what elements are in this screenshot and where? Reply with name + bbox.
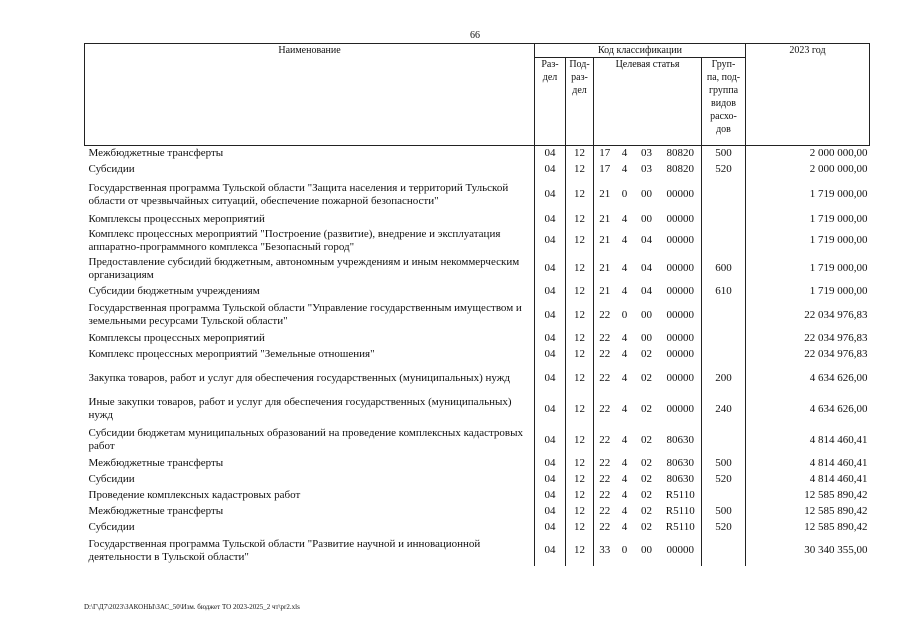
row-razdel: 04 [535, 146, 566, 162]
row-name: Комплексы процессных мероприятий [88, 332, 265, 344]
row-razdel: 04 [535, 228, 566, 254]
row-target-direction: 80630 [666, 457, 694, 469]
row-target-program: 33 [594, 536, 616, 566]
row-target-program: 22 [594, 504, 616, 520]
header-year: 2023 год [746, 44, 870, 146]
row-target-direction: R5110 [665, 489, 695, 501]
row-name: Субсидии бюджетным учреждениям [88, 285, 260, 297]
row-target-type: 4 [621, 433, 628, 446]
row-target-event: 00 [641, 544, 652, 556]
row-target-type: 0 [621, 188, 628, 200]
row-name: Субсидии [88, 163, 135, 175]
row-target-program: 21 [594, 178, 616, 212]
table-row [85, 536, 870, 566]
row-expense-group [702, 300, 746, 331]
row-target-program: 22 [594, 472, 616, 488]
header-classification-code: Код классификации [535, 44, 746, 58]
row-podrazdel: 12 [566, 331, 594, 347]
header-podrazdel: Под- раз- дел [566, 58, 594, 146]
row-target-direction: 80820 [666, 147, 694, 160]
table-row [85, 504, 870, 520]
row-target-direction: R5110 [665, 505, 695, 517]
row-target-type: 0 [621, 544, 628, 556]
table-row [85, 456, 870, 472]
row-target-direction: 00000 [666, 402, 694, 415]
row-target-program: 21 [594, 254, 616, 284]
row-target-type: 4 [621, 489, 628, 501]
table-row [85, 347, 870, 363]
row-podrazdel: 12 [566, 146, 594, 162]
row-amount: 4 814 460,41 [746, 425, 870, 456]
row-name: Проведение комплексных кадастровых работ [88, 489, 301, 501]
row-name: Субсидии [88, 521, 135, 533]
row-amount: 22 034 976,83 [746, 300, 870, 331]
row-amount: 1 719 000,00 [746, 212, 870, 228]
row-name: Государственная программа Тульской области "Управление государственным имуществом и земельными ресурсами Тульской области" [88, 302, 522, 327]
table-row [85, 178, 870, 212]
row-expense-group: 520 [702, 520, 746, 536]
row-podrazdel: 12 [566, 347, 594, 363]
row-podrazdel: 12 [566, 520, 594, 536]
row-razdel: 04 [535, 363, 566, 394]
table-row [85, 331, 870, 347]
row-expense-group [702, 536, 746, 566]
table-row [85, 472, 870, 488]
row-target-type: 4 [621, 262, 628, 274]
file-path-footer: D:\Г\Д7\2023\ЗАКОНЫ\ЗАС_50\Изм. бюджет ТО 2023-2025_2 чт\pr2.xls [84, 603, 300, 611]
row-target-event: 02 [641, 489, 652, 501]
page-number: 66 [470, 30, 480, 41]
row-target-event: 00 [641, 188, 652, 200]
row-target-event: 03 [641, 147, 652, 160]
row-target-event: 04 [641, 234, 652, 246]
row-name: Предоставление субсидий бюджетным, автономным учреждениям и иным некоммерческим организациям [88, 255, 520, 281]
row-amount: 1 719 000,00 [746, 228, 870, 254]
table-row [85, 363, 870, 394]
row-target-direction: 00000 [666, 308, 694, 321]
row-podrazdel: 12 [566, 212, 594, 228]
row-name: Субсидии бюджетам муниципальных образований на проведение комплексных кадастровых работ [88, 427, 524, 452]
row-razdel: 04 [535, 300, 566, 331]
row-razdel: 04 [535, 472, 566, 488]
row-target-direction: R5110 [665, 521, 695, 533]
row-amount: 22 034 976,83 [746, 347, 870, 363]
row-target-type: 4 [621, 402, 628, 415]
row-razdel: 04 [535, 488, 566, 504]
table-row [85, 300, 870, 331]
row-podrazdel: 12 [566, 456, 594, 472]
row-expense-group: 500 [702, 504, 746, 520]
table-row [85, 228, 870, 254]
row-podrazdel: 12 [566, 394, 594, 425]
row-name: Комплексы процессных мероприятий [88, 213, 265, 225]
table-row [85, 146, 870, 162]
row-expense-group: 610 [702, 284, 746, 300]
row-podrazdel: 12 [566, 504, 594, 520]
row-target-event: 04 [641, 262, 652, 274]
row-target-event: 02 [641, 371, 652, 384]
table-row [85, 394, 870, 425]
row-target-event: 02 [641, 457, 652, 469]
row-name: Комплекс процессных мероприятий "Построение (развитие), внедрение и эксплуатация аппаратно-программного комплекса "Безопасный город" [88, 227, 501, 253]
header-name: Наименование [85, 44, 535, 146]
row-name: Субсидии [88, 473, 135, 485]
row-expense-group [702, 347, 746, 363]
row-amount: 12 585 890,42 [746, 488, 870, 504]
row-target-direction: 00000 [666, 234, 694, 246]
row-amount: 4 634 626,00 [746, 363, 870, 394]
row-amount: 4 634 626,00 [746, 394, 870, 425]
row-amount: 1 719 000,00 [746, 284, 870, 300]
row-target-program: 22 [594, 456, 616, 472]
row-target-program: 21 [594, 284, 616, 300]
row-amount: 1 719 000,00 [746, 254, 870, 284]
row-target-program: 22 [594, 425, 616, 456]
row-podrazdel: 12 [566, 536, 594, 566]
row-target-event: 02 [641, 433, 652, 446]
row-expense-group [702, 178, 746, 212]
row-target-type: 4 [621, 371, 628, 384]
row-target-program: 21 [594, 212, 616, 228]
row-amount: 4 814 460,41 [746, 456, 870, 472]
row-podrazdel: 12 [566, 472, 594, 488]
table-row [85, 520, 870, 536]
row-expense-group: 500 [702, 146, 746, 162]
row-amount: 22 034 976,83 [746, 331, 870, 347]
row-target-type: 4 [621, 147, 628, 160]
row-razdel: 04 [535, 347, 566, 363]
row-target-type: 0 [621, 308, 628, 321]
row-amount: 12 585 890,42 [746, 504, 870, 520]
row-expense-group [702, 488, 746, 504]
row-razdel: 04 [535, 394, 566, 425]
row-target-program: 22 [594, 347, 616, 363]
row-podrazdel: 12 [566, 254, 594, 284]
row-podrazdel: 12 [566, 178, 594, 212]
row-target-event: 02 [641, 348, 652, 360]
row-target-type: 4 [621, 285, 628, 297]
row-expense-group: 200 [702, 363, 746, 394]
budget-table [84, 43, 870, 566]
row-razdel: 04 [535, 425, 566, 456]
row-target-program: 22 [594, 394, 616, 425]
row-razdel: 04 [535, 504, 566, 520]
row-target-direction: 80630 [666, 473, 694, 485]
row-razdel: 04 [535, 178, 566, 212]
row-name: Государственная программа Тульской области "Развитие научной и инновационной деятельности в Тульской области" [88, 537, 481, 563]
row-target-program: 22 [594, 331, 616, 347]
row-target-program: 22 [594, 488, 616, 504]
row-target-event: 03 [641, 163, 652, 175]
row-podrazdel: 12 [566, 363, 594, 394]
row-target-event: 02 [641, 402, 652, 415]
row-target-direction: 80630 [666, 433, 694, 446]
row-expense-group: 520 [702, 162, 746, 178]
row-podrazdel: 12 [566, 425, 594, 456]
table-row [85, 162, 870, 178]
row-target-event: 02 [641, 521, 652, 533]
row-target-type: 4 [621, 505, 628, 517]
row-target-direction: 00000 [666, 262, 694, 274]
row-razdel: 04 [535, 520, 566, 536]
row-target-direction: 00000 [666, 348, 694, 360]
row-target-direction: 00000 [666, 332, 694, 344]
row-name: Межбюджетные трансферты [88, 147, 224, 160]
row-razdel: 04 [535, 254, 566, 284]
row-target-type: 4 [621, 163, 628, 175]
row-target-type: 4 [621, 332, 628, 344]
row-target-type: 4 [621, 473, 628, 485]
row-target-event: 00 [641, 213, 652, 225]
row-razdel: 04 [535, 212, 566, 228]
row-expense-group [702, 212, 746, 228]
row-target-program: 22 [594, 363, 616, 394]
row-razdel: 04 [535, 162, 566, 178]
row-razdel: 04 [535, 456, 566, 472]
row-expense-group [702, 228, 746, 254]
row-expense-group: 500 [702, 456, 746, 472]
row-name: Межбюджетные трансферты [88, 457, 224, 469]
row-name: Закупка товаров, работ и услуг для обеспечения государственных (муниципальных) нужд [88, 371, 510, 384]
row-podrazdel: 12 [566, 488, 594, 504]
table-row [85, 284, 870, 300]
header-expense-group: Груп- па, под- группа видов расхо- дов [702, 58, 746, 146]
row-target-event: 00 [641, 308, 652, 321]
row-target-type: 4 [621, 213, 628, 225]
table-row [85, 212, 870, 228]
row-expense-group: 600 [702, 254, 746, 284]
header-razdel: Раз- дел [535, 58, 566, 146]
row-amount: 4 814 460,41 [746, 472, 870, 488]
row-target-type: 4 [621, 521, 628, 533]
row-target-direction: 00000 [666, 285, 694, 297]
row-amount: 12 585 890,42 [746, 520, 870, 536]
row-podrazdel: 12 [566, 162, 594, 178]
row-amount: 2 000 000,00 [746, 162, 870, 178]
row-target-program: 22 [594, 300, 616, 331]
row-target-type: 4 [621, 457, 628, 469]
row-name: Иные закупки товаров, работ и услуг для обеспечения государственных (муниципальных) нужд [88, 396, 512, 421]
header-target-article: Целевая статья [594, 58, 702, 146]
row-razdel: 04 [535, 284, 566, 300]
row-target-type: 4 [621, 348, 628, 360]
row-target-event: 00 [641, 332, 652, 344]
row-podrazdel: 12 [566, 228, 594, 254]
table-row [85, 488, 870, 504]
row-target-event: 02 [641, 505, 652, 517]
row-name: Межбюджетные трансферты [88, 505, 224, 517]
row-target-event: 04 [641, 285, 652, 297]
row-target-direction: 00000 [666, 188, 694, 200]
row-target-direction: 80820 [666, 163, 694, 175]
table-row [85, 254, 870, 284]
row-name: Государственная программа Тульской области "Защита населения и территорий Тульской области от чрезвычайных ситуаций, обеспечение пожарной безопасности" [88, 181, 509, 207]
row-name: Комплекс процессных мероприятий "Земельные отношения" [88, 348, 375, 360]
row-expense-group: 520 [702, 472, 746, 488]
row-expense-group [702, 425, 746, 456]
row-razdel: 04 [535, 331, 566, 347]
row-target-type: 4 [621, 234, 628, 246]
row-target-program: 21 [594, 228, 616, 254]
row-razdel: 04 [535, 536, 566, 566]
row-target-program: 22 [594, 520, 616, 536]
row-amount: 2 000 000,00 [746, 146, 870, 162]
row-expense-group [702, 331, 746, 347]
row-target-event: 02 [641, 473, 652, 485]
row-target-direction: 00000 [666, 371, 694, 384]
row-podrazdel: 12 [566, 300, 594, 331]
row-expense-group: 240 [702, 394, 746, 425]
row-amount: 1 719 000,00 [746, 178, 870, 212]
row-amount: 30 340 355,00 [746, 536, 870, 566]
row-target-direction: 00000 [666, 213, 694, 225]
row-podrazdel: 12 [566, 284, 594, 300]
row-target-direction: 00000 [666, 544, 694, 556]
table-row [85, 425, 870, 456]
row-target-program: 17 [594, 162, 616, 178]
row-target-program: 17 [594, 146, 616, 162]
